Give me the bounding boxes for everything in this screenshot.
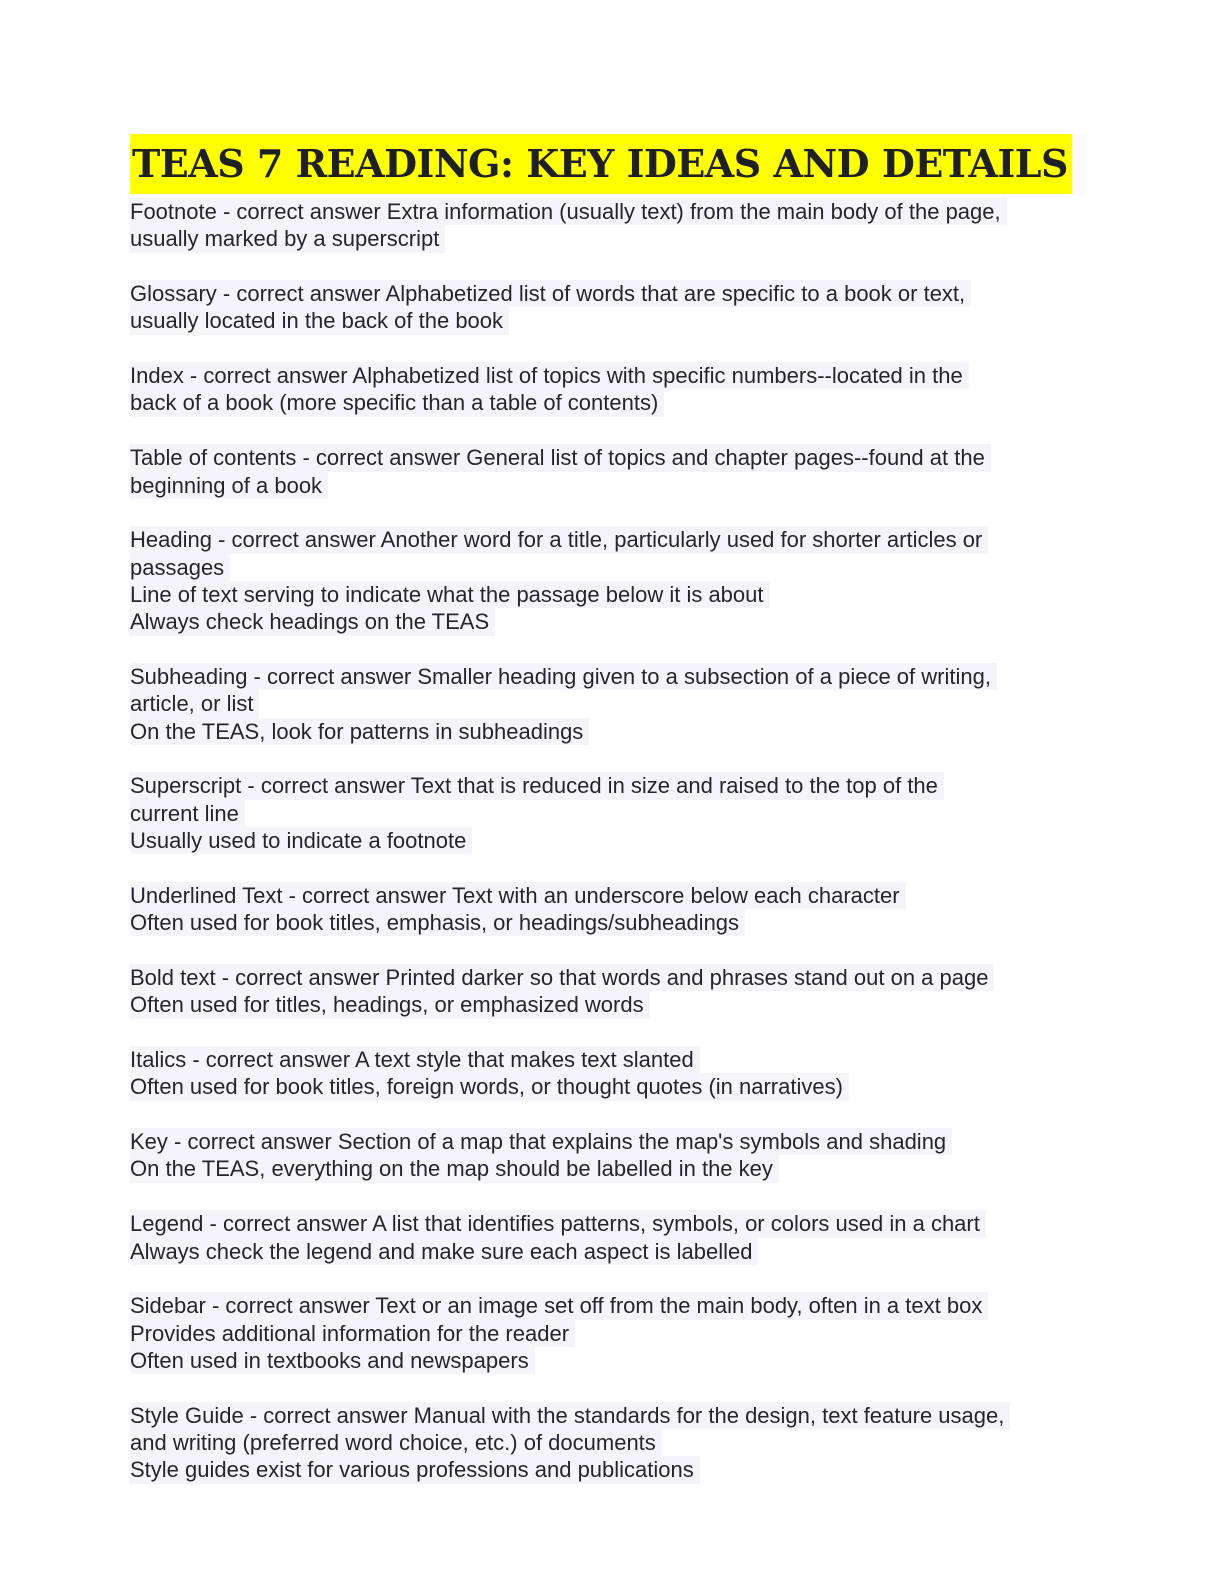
entry-term-line: Subheading - correct answer Smaller heading given to a subsection of a piece of writing, bbox=[130, 663, 997, 690]
entry-text-line: Usually used to indicate a footnote bbox=[130, 827, 472, 854]
glossary-entry bbox=[130, 1402, 1090, 1484]
page-title: TEAS 7 READING: KEY IDEAS AND DETAILS bbox=[130, 134, 1072, 194]
entry-term-line: Glossary - correct answer Alphabetized list of words that are specific to a book or text, bbox=[130, 280, 971, 307]
glossary-entry bbox=[130, 280, 1090, 335]
entry-text-line: Line of text serving to indicate what the passage below it is about bbox=[130, 581, 770, 608]
entry-term-line: Superscript - correct answer Text that is reduced in size and raised to the top of the bbox=[130, 772, 944, 799]
entry-text-line: Often used for book titles, emphasis, or headings/subheadings bbox=[130, 909, 745, 936]
entry-text-line: back of a book (more specific than a table of contents) bbox=[130, 389, 664, 416]
entry-term-line: Underlined Text - correct answer Text with an underscore below each character bbox=[130, 882, 906, 909]
entry-text-line: Style guides exist for various professions and publications bbox=[130, 1456, 700, 1483]
entry-text-line: article, or list bbox=[130, 690, 259, 717]
entry-term-line: Key - correct answer Section of a map that explains the map's symbols and shading bbox=[130, 1128, 952, 1155]
entry-term-line: Table of contents - correct answer General list of topics and chapter pages--found at the bbox=[130, 444, 991, 471]
title-band bbox=[130, 134, 1086, 196]
glossary-entry bbox=[130, 964, 1090, 1019]
entry-term-line: Heading - correct answer Another word for a title, particularly used for shorter articles or bbox=[130, 526, 988, 553]
glossary-entry bbox=[130, 882, 1090, 937]
glossary-entry bbox=[130, 444, 1090, 499]
entry-text-line: Often used for titles, headings, or emphasized words bbox=[130, 991, 650, 1018]
entry-term-line: Bold text - correct answer Printed darker so that words and phrases stand out on a page bbox=[130, 964, 994, 991]
glossary-entry bbox=[130, 1046, 1090, 1101]
glossary-entry bbox=[130, 198, 1090, 253]
glossary-entry bbox=[130, 526, 1090, 635]
entry-term-line: Style Guide - correct answer Manual with the standards for the design, text feature usage, bbox=[130, 1402, 1010, 1429]
entry-text-line: passages bbox=[130, 554, 230, 581]
entry-term-line: Legend - correct answer A list that identifies patterns, symbols, or colors used in a chart bbox=[130, 1210, 986, 1237]
entry-text-line: beginning of a book bbox=[130, 472, 328, 499]
glossary-entry bbox=[130, 1210, 1090, 1265]
document-page bbox=[130, 134, 1090, 1511]
entry-text-line: current line bbox=[130, 800, 245, 827]
glossary-entry bbox=[130, 362, 1090, 417]
entry-term-line: Italics - correct answer A text style that makes text slanted bbox=[130, 1046, 700, 1073]
entry-text-line: Often used in textbooks and newspapers bbox=[130, 1347, 535, 1374]
entry-term-line: Footnote - correct answer Extra information (usually text) from the main body of the page, bbox=[130, 198, 1007, 225]
glossary-entry bbox=[130, 663, 1090, 745]
entry-text-line: Always check headings on the TEAS bbox=[130, 608, 495, 635]
entry-text-line: usually marked by a superscript bbox=[130, 225, 445, 252]
entry-text-line: Often used for book titles, foreign words, or thought quotes (in narratives) bbox=[130, 1073, 849, 1100]
glossary-entry bbox=[130, 1292, 1090, 1374]
entry-term-line: Sidebar - correct answer Text or an image set off from the main body, often in a text box bbox=[130, 1292, 988, 1319]
entry-list bbox=[130, 198, 1090, 1484]
entry-text-line: and writing (preferred word choice, etc.) of documents bbox=[130, 1429, 662, 1456]
entry-text-line: usually located in the back of the book bbox=[130, 307, 509, 334]
glossary-entry bbox=[130, 772, 1090, 854]
entry-text-line: On the TEAS, look for patterns in subheadings bbox=[130, 718, 589, 745]
entry-text-line: On the TEAS, everything on the map should be labelled in the key bbox=[130, 1155, 779, 1182]
entry-text-line: Provides additional information for the reader bbox=[130, 1320, 575, 1347]
entry-text-line: Always check the legend and make sure each aspect is labelled bbox=[130, 1238, 758, 1265]
glossary-entry bbox=[130, 1128, 1090, 1183]
entry-term-line: Index - correct answer Alphabetized list of topics with specific numbers--located in the bbox=[130, 362, 969, 389]
